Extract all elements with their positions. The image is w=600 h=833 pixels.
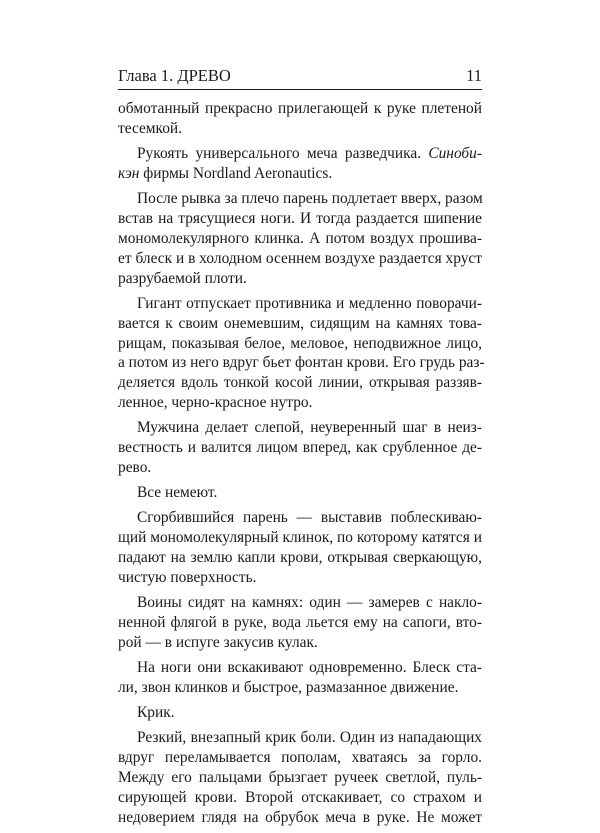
text-line: ли, звон клинков и быстрое, размазанное движение. [118,678,459,696]
text-line: На ноги они вскакивают одновременно. Блеск ста- [137,659,482,677]
paragraph [118,99,482,139]
paragraph [118,144,482,184]
paragraph [118,658,482,698]
paragraph [118,703,482,723]
page-number: 11 [466,66,482,85]
text-line: Мужчина делает слепой, неуверенный шаг в неиз- [137,419,482,437]
header-rule [118,89,482,90]
paragraph [118,593,482,653]
text-line: Между его пальцами брызгает ручеек светлой, пуль- [118,768,482,786]
running-head [118,66,482,86]
text-line: Гигант отпускает противника и медленно поворачи- [137,294,482,312]
text-line: мономолекулярного клинка. А потом воздух прошива- [118,229,482,247]
text-line: щий мономолекулярный клинок, по которому катятся и [118,529,482,547]
text-line: тесемкой. [118,119,183,137]
text-line: После рывка за плечо парень подлетает вверх, разом [137,190,483,207]
text-line: Сгорбившийся парень — выставив поблескиваю- [137,509,482,527]
text-line [118,164,482,184]
text-line: ленное, черно-красное нутро. [118,394,313,412]
text-line: Резкий, внезапный крик боли. Один из нападающих [137,729,482,747]
text-line: рой — в испуге закусив кулак. [118,633,318,651]
text-line: рищам, показывая белое, меловое, неподвижное лицо, [118,334,482,352]
text-line: вается к своим онемевшим, сидящим на камнях това- [118,314,482,332]
body-text [118,99,485,833]
paragraph [118,508,482,588]
text-line: ненной флягой в руке, вода льется ему на сапоги, вто- [118,614,482,632]
paragraph [118,189,482,289]
text-line: чистую поверхность. [118,569,257,587]
paragraph [118,483,482,503]
text-line: Воины сидят на камнях: один — замерев с накло- [137,594,482,612]
italic-term-cont: кэн [118,164,140,182]
text-line: обмотанный прекрасно прилегающей к руке плетеной [118,100,482,117]
text-line: деляется вдоль тонкой косой линии, открывая раззяв- [118,374,482,392]
text-line: разрубаемой плоти. [118,269,247,287]
text-line: сирующей крови. Второй отскакивает, со страхом и [118,788,482,806]
text-line: недоверием глядя на обрубок меча в руке. Не может [118,808,482,826]
paragraph [118,294,485,413]
text-line: ет блеск и в холодном осеннем воздухе раздается хруст [118,249,482,267]
paragraph [118,728,482,828]
paragraph [118,418,482,478]
text-line: вдруг переламывается пополам, хватаясь за горло. [118,749,482,767]
text-segment: Рукоять универсального меча разведчика. [137,145,422,162]
italic-term: Синоби- [428,145,482,162]
text-segment: фирмы Nordland Aeronautics. [139,164,333,182]
text-line: встав на трясущиеся ноги. И тогда раздается шипение [118,209,482,227]
chapter-title: Глава 1. ДРЕВО [118,66,231,85]
text-line: падают на землю капли крови, открывая сверкающую, [118,549,482,567]
text-line [118,144,482,164]
text-line: Крик. [137,704,175,722]
text-line: вестность и валится лицом вперед, как срубленное де- [118,439,482,457]
text-line: рево. [118,459,152,477]
text-line: Все немеют. [137,484,218,502]
text-line: а потом из него вдруг бьет фонтан крови. Его грудь раз- [118,354,485,372]
